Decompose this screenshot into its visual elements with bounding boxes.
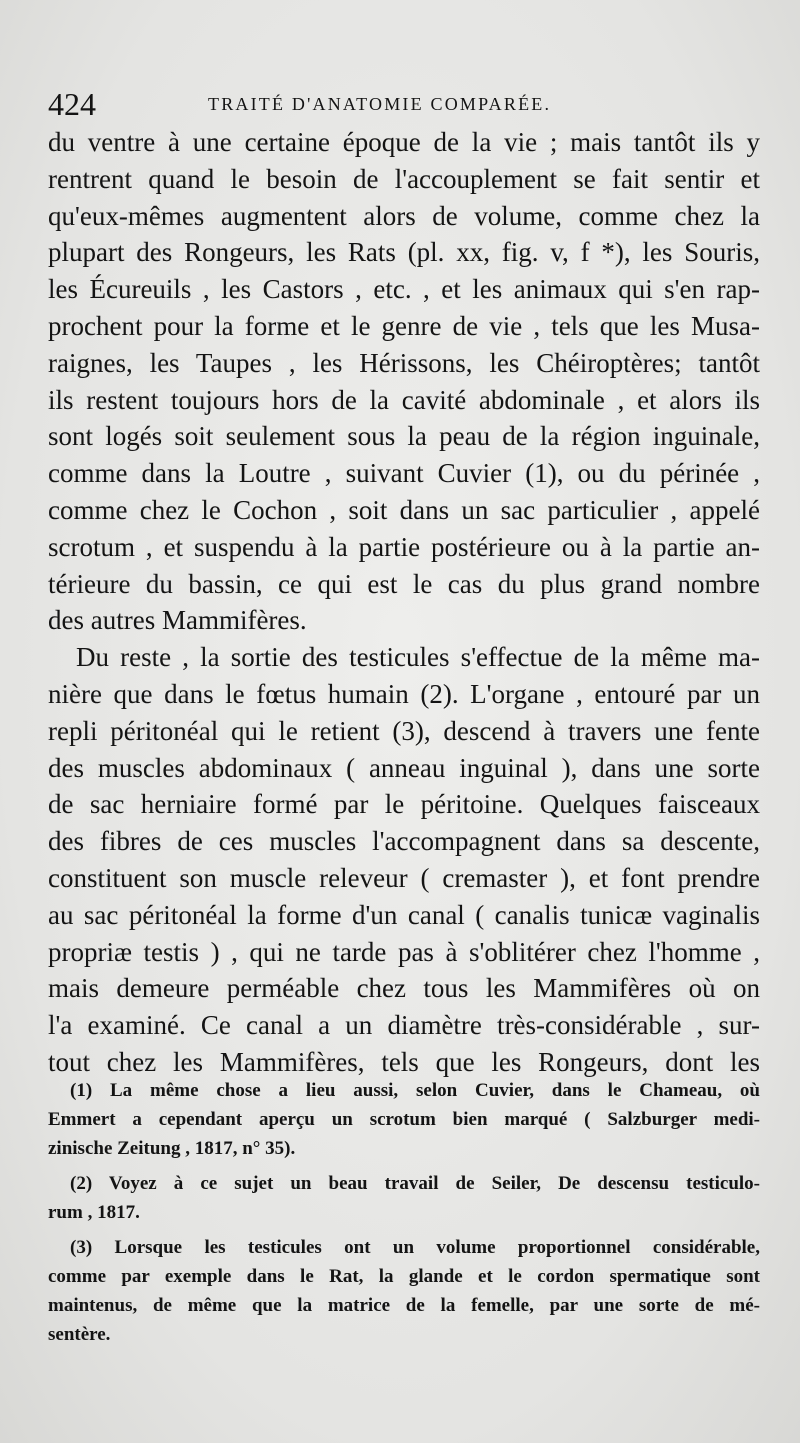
text-line: plupart des Rongeurs, les Rats (pl. xx, fig. v, f *), les Souris, xyxy=(48,237,760,268)
footnote-line: maintenus, de même que la matrice de la femelle, par une sorte de mé- xyxy=(48,1295,760,1316)
text-line: des muscles abdominaux ( anneau inguinal ), dans une sorte xyxy=(48,752,760,783)
text-line: rentrent quand le besoin de l'accouplement se fait sentir et xyxy=(48,163,760,194)
text-line: ils restent toujours hors de la cavité abdominale , et alors ils xyxy=(48,384,760,415)
text-line: les Écureuils , les Castors , etc. , et les animaux qui s'en rap- xyxy=(48,274,760,305)
paragraph xyxy=(48,639,760,1081)
text-line: mais demeure perméable chez tous les Mammifères où on xyxy=(48,973,760,1004)
text-line: au sac péritonéal la forme d'un canal ( canalis tunicæ vaginalis xyxy=(48,899,760,930)
text-line: nière que dans le fœtus humain (2). L'organe , entouré par un xyxy=(48,678,760,709)
footnote-line: (2) Voyez à ce sujet un beau travail de Seiler, De descensu testiculo- xyxy=(70,1173,760,1194)
text-line: Du reste , la sortie des testicules s'effectue de la même ma- xyxy=(76,642,760,673)
footnote-line: sentère. xyxy=(48,1324,111,1345)
text-line: raignes, les Taupes , les Hérissons, les Chéiroptères; tantôt xyxy=(48,347,760,378)
text-line: repli péritonéal qui le retient (3), descend à travers une fente xyxy=(48,715,760,746)
text-line: térieure du bassin, ce qui est le cas du plus grand nombre xyxy=(48,568,760,599)
text-line: des autres Mammifères. xyxy=(48,605,307,636)
footnote-line: (3) Lorsque les testicules ont un volume proportionnel considérable, xyxy=(70,1237,760,1258)
body-text xyxy=(48,124,760,1081)
footnotes xyxy=(48,1076,760,1355)
text-line: des fibres de ces muscles l'accompagnent dans sa descente, xyxy=(48,826,760,857)
footnote xyxy=(48,1076,760,1163)
footnote-line: comme par exemple dans le Rat, la glande et le cordon spermatique sont xyxy=(48,1266,760,1287)
running-head: TRAITÉ D'ANATOMIE COMPARÉE. xyxy=(208,94,552,114)
paragraph xyxy=(48,124,760,639)
footnote xyxy=(48,1169,760,1227)
page-number: 424 xyxy=(48,86,96,122)
text-line: scrotum , et suspendu à la partie postérieure ou à la partie an- xyxy=(48,531,760,562)
text-line: qu'eux-mêmes augmentent alors de volume, comme chez la xyxy=(48,200,760,231)
footnote-line: Emmert a cependant aperçu un scrotum bien marqué ( Salzburger medi- xyxy=(48,1109,760,1130)
text-line: sont logés soit seulement sous la peau de la région inguinale, xyxy=(48,421,760,452)
text-line: prochent pour la forme et le genre de vie , tels que les Musa- xyxy=(48,310,760,341)
text-line: propriæ testis ) , qui ne tarde pas à s'oblitérer chez l'homme , xyxy=(48,936,760,967)
text-line: comme dans la Loutre , suivant Cuvier (1), ou du périnée , xyxy=(48,458,760,489)
footnote xyxy=(48,1233,760,1349)
text-line: constituent son muscle releveur ( cremaster ), et font prendre xyxy=(48,862,760,893)
footnote-line: zinische Zeitung , 1817, n° 35). xyxy=(48,1138,296,1159)
text-line: l'a examiné. Ce canal a un diamètre très-considérable , sur- xyxy=(48,1010,760,1041)
text-line: comme chez le Cochon , soit dans un sac particulier , appelé xyxy=(48,494,760,525)
text-line: tout chez les Mammifères, tels que les Rongeurs, dont les xyxy=(48,1046,760,1077)
page-header xyxy=(48,84,760,124)
footnote-line: rum , 1817. xyxy=(48,1202,140,1223)
text-line: du ventre à une certaine époque de la vie ; mais tantôt ils y xyxy=(48,127,760,157)
text-line: de sac herniaire formé par le péritoine. Quelques faisceaux xyxy=(48,789,760,820)
footnote-line: (1) La même chose a lieu aussi, selon Cuvier, dans le Chameau, où xyxy=(70,1080,760,1101)
